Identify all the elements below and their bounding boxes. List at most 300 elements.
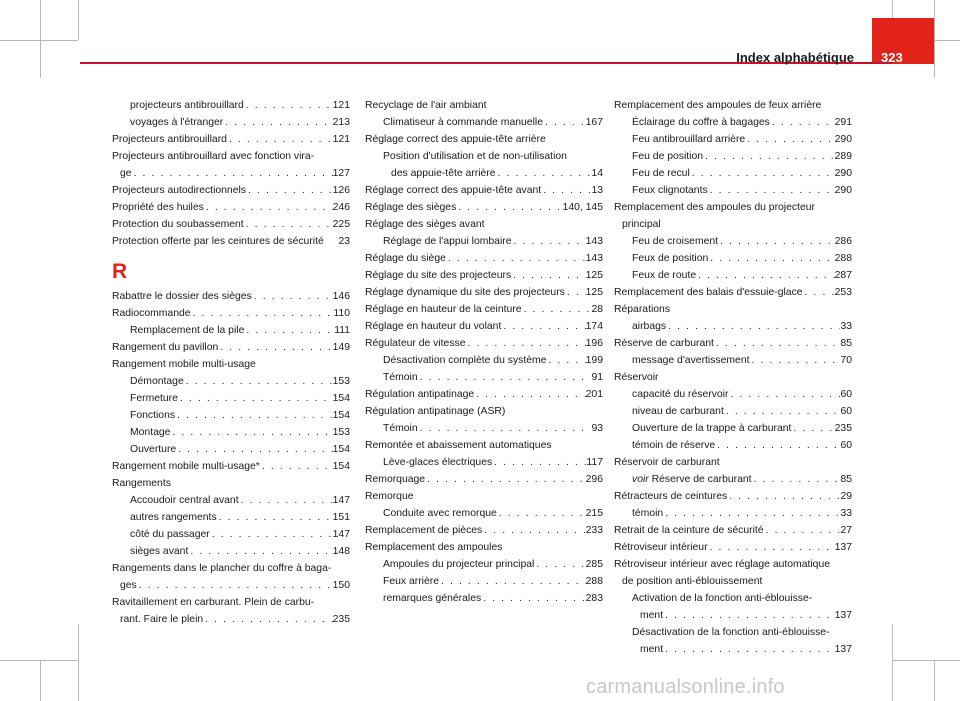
entry-page: 27 (840, 525, 852, 536)
entry-text: Réglage correct des appuie-tête avant (365, 185, 542, 196)
entry-text: témoin de réserve (632, 440, 716, 451)
index-entry (614, 573, 852, 590)
entry-text: de position anti-éblouissement (622, 576, 763, 587)
entry-text: Recyclage de l'air ambiant (365, 100, 487, 111)
entry-page: 143 (585, 253, 603, 264)
index-entry (614, 165, 852, 182)
entry-text: Rétroviseur intérieur (614, 542, 708, 553)
index-entry (614, 148, 852, 165)
dot-leader (708, 539, 835, 556)
entry-text: sièges avant (130, 546, 189, 557)
index-entry (112, 182, 350, 199)
dot-leader (745, 131, 834, 148)
index-entry (112, 390, 350, 407)
entry-page: 233 (585, 525, 603, 536)
entry-page: 127 (332, 168, 350, 179)
entry-page: 143 (585, 236, 603, 247)
entry-text: voyages à l'étranger (130, 117, 224, 128)
entry-page: 283 (585, 593, 603, 604)
entry-text: Feux de position (632, 253, 709, 264)
dot-leader (764, 522, 841, 539)
index-entry (614, 488, 852, 505)
entry-text: Réparations (614, 304, 671, 315)
entry-text: Démontage (130, 376, 184, 387)
index-entry (614, 284, 852, 301)
dot-leader (176, 441, 332, 458)
entry-text: Feux arrière (383, 576, 440, 587)
entry-text: Remplacement de la pile (130, 325, 245, 336)
index-entry (614, 114, 852, 131)
entry-text: message d'avertissement (632, 355, 750, 366)
entry-text: Réglage des sièges (365, 202, 457, 213)
entry-text (632, 471, 752, 488)
entry-text: Montage (130, 427, 171, 438)
entry-text: Rétracteurs de ceintures (614, 491, 728, 502)
entry-text: remarques générales (383, 593, 482, 604)
dot-leader (239, 492, 333, 509)
index-entry (365, 556, 603, 573)
dot-leader (718, 233, 835, 250)
dot-leader (512, 233, 586, 250)
index-entry (112, 216, 350, 233)
entry-text: Éclairage du coffre à bagages (632, 117, 770, 128)
dot-leader (803, 284, 835, 301)
dot-leader (244, 97, 333, 114)
index-entry (614, 267, 852, 284)
entry-page: 154 (332, 410, 350, 421)
entry-text: Fonctions (130, 410, 176, 421)
index-entry (365, 114, 603, 131)
entry-text: Remplacement des balais d'essuie-glace (614, 287, 803, 298)
dot-leader (482, 522, 585, 539)
entry-text: Rabattre le dossier des sièges (112, 291, 252, 302)
entry-text: Réservoir de carburant (614, 457, 720, 468)
crop-mark (934, 660, 935, 701)
index-entry (365, 522, 603, 539)
dot-leader (663, 607, 835, 624)
entry-text: Réservoir (614, 372, 659, 383)
dot-leader (203, 611, 332, 628)
entry-page: 147 (332, 529, 350, 540)
dot-leader (714, 335, 841, 352)
entry-text: Témoin (383, 423, 418, 434)
entry-text: Réserve de carburant (614, 338, 714, 349)
index-entry (614, 352, 852, 369)
index-entry (614, 539, 852, 556)
entry-text: Régulation antipatinage (ASR) (365, 406, 506, 417)
entry-page: 33 (840, 321, 852, 332)
entry-text: Réglage en hauteur de la ceinture (365, 304, 522, 315)
entry-text: Régulation antipatinage (365, 389, 475, 400)
index-entry (365, 148, 603, 165)
index-entry (614, 454, 852, 471)
entry-page: 151 (332, 512, 350, 523)
entry-text: autres rangements (130, 512, 217, 523)
dot-leader (137, 577, 333, 594)
crop-mark (0, 40, 78, 41)
index-entry (112, 305, 350, 322)
entry-page: 225 (332, 219, 350, 230)
dot-leader (752, 471, 841, 488)
dot-leader (522, 301, 592, 318)
entry-text: Rangement mobile multi-usage (112, 359, 256, 370)
entry-page: 140, 145 (562, 202, 603, 213)
entry-text: niveau de carburant (632, 406, 724, 417)
crop-mark (0, 660, 78, 661)
index-entry (365, 199, 603, 216)
dot-leader (223, 114, 332, 131)
entry-page: 146 (332, 291, 350, 302)
index-entry (614, 522, 852, 539)
entry-text: Réglage du siège (365, 253, 446, 264)
index-entry (614, 199, 852, 216)
index-entry (365, 420, 603, 437)
entry-text: Régulateur de vitesse (365, 338, 466, 349)
index-entry (112, 424, 350, 441)
entry-text: Réglage dynamique du site des projecteurs (365, 287, 565, 298)
index-entry (112, 97, 350, 114)
crop-mark (78, 0, 79, 40)
entry-text: Remplacement des ampoules du projecteur (614, 202, 815, 213)
index-entry (365, 250, 603, 267)
index-entry (112, 509, 350, 526)
entry-page: 60 (840, 389, 852, 400)
index-entry (365, 488, 603, 505)
entry-page: 111 (334, 325, 350, 336)
dot-leader (750, 352, 841, 369)
index-entry (365, 267, 603, 284)
index-entry (112, 233, 350, 250)
dot-leader (501, 318, 585, 335)
dot-leader (696, 267, 835, 284)
entry-page: 85 (840, 338, 852, 349)
dot-leader (178, 390, 333, 407)
dot-leader (456, 199, 562, 216)
index-entry (112, 131, 350, 148)
index-entry (614, 97, 852, 114)
entry-text: des appuie-tête arrière (391, 168, 496, 179)
entry-text: Témoin (383, 372, 418, 383)
index-entry (365, 165, 603, 182)
entry-text: Réglage de l'appui lombaire (383, 236, 512, 247)
dot-leader (252, 288, 333, 305)
entry-text: airbags (632, 321, 667, 332)
entry-text: Position d'utilisation et de non-utilisation (383, 151, 567, 162)
entry-page: 167 (585, 117, 603, 128)
entry-page: 137 (834, 644, 852, 655)
index-entry (365, 590, 603, 607)
entry-text: ment (640, 644, 664, 655)
entry-page: 253 (834, 287, 852, 298)
index-entry (365, 301, 603, 318)
dot-leader (663, 505, 840, 522)
entry-text: ges (120, 580, 137, 591)
index-entry (614, 386, 852, 403)
index-entry (365, 352, 603, 369)
index-entry (112, 114, 350, 131)
index-entry (112, 543, 350, 560)
index-entry (112, 560, 350, 577)
entry-text: Climatiseur à commande manuelle (383, 117, 543, 128)
entry-text: Réglage du site des projecteurs (365, 270, 512, 281)
index-entry (112, 577, 350, 594)
dot-leader (541, 182, 591, 199)
entry-text: projecteurs antibrouillard (130, 100, 244, 111)
dot-leader (217, 509, 333, 526)
dot-leader (418, 369, 592, 386)
entry-text: Conduite avec remorque (383, 508, 497, 519)
index-column-2 (365, 97, 603, 607)
index-entry (614, 471, 852, 488)
entry-text: Réglage des sièges avant (365, 219, 485, 230)
index-entry (112, 288, 350, 305)
index-entry (365, 369, 603, 386)
entry-page: 196 (585, 338, 603, 349)
entry-text: Remorquage (365, 474, 426, 485)
dot-leader (466, 335, 586, 352)
entry-page: 246 (332, 202, 350, 213)
entry-text: Rangement mobile multi-usage* (112, 461, 260, 472)
entry-text: Remontée et abaissement automatiques (365, 440, 552, 451)
entry-text: Remorque (365, 491, 414, 502)
index-entry (112, 339, 350, 356)
entry-text: Projecteurs antibrouillard avec fonction vira- (112, 151, 315, 162)
entry-page: 13 (591, 185, 603, 196)
entry-page: 290 (834, 168, 852, 179)
dot-leader (791, 420, 834, 437)
entry-text: Lève-glaces électriques (383, 457, 493, 468)
index-column-3 (614, 97, 852, 658)
entry-text: Accoudoir central avant (130, 495, 239, 506)
index-entry (365, 471, 603, 488)
index-entry (365, 573, 603, 590)
index-entry (614, 624, 852, 641)
index-entry (614, 233, 852, 250)
index-entry (112, 148, 350, 165)
index-column-1 (112, 97, 350, 628)
entry-text: Protection du soubassement (112, 219, 244, 230)
index-entry (614, 590, 852, 607)
index-entry (112, 458, 350, 475)
entry-see-prefix: voir (632, 474, 649, 485)
entry-page: 291 (834, 117, 852, 128)
entry-page: 215 (585, 508, 603, 519)
index-entry (365, 386, 603, 403)
entry-page: 60 (840, 406, 852, 417)
entry-page: 149 (332, 342, 350, 353)
index-entry (614, 182, 852, 199)
entry-text: Remplacement de pièces (365, 525, 483, 536)
entry-page: 110 (333, 308, 350, 319)
entry-page: 290 (834, 185, 852, 196)
index-entry (112, 441, 350, 458)
dot-leader (188, 543, 332, 560)
entry-page: 85 (840, 474, 852, 485)
dot-leader (175, 407, 333, 424)
index-entry (614, 318, 852, 335)
crop-mark (78, 624, 79, 701)
index-entry (365, 182, 603, 199)
dot-leader (666, 318, 840, 335)
index-entry (365, 335, 603, 352)
index-entry (614, 369, 852, 386)
dot-leader (546, 352, 585, 369)
crop-mark (40, 660, 41, 701)
index-entry (614, 505, 852, 522)
entry-page: 33 (840, 508, 852, 519)
entry-page: 23 (338, 236, 350, 247)
entry-page: 137 (834, 610, 852, 621)
index-entry (614, 437, 852, 454)
entry-page: 290 (834, 134, 852, 145)
dot-leader (227, 131, 333, 148)
entry-page: 28 (591, 304, 603, 315)
dot-leader (260, 458, 333, 475)
dot-leader (663, 641, 835, 658)
crop-mark (892, 624, 893, 701)
entry-page: 153 (332, 376, 350, 387)
dot-leader (770, 114, 835, 131)
dot-leader (474, 386, 585, 403)
entry-page: 235 (834, 423, 852, 434)
entry-page: 201 (585, 389, 603, 400)
entry-page: 288 (585, 576, 603, 587)
index-entry (365, 97, 603, 114)
entry-page: 153 (332, 427, 350, 438)
dot-leader (511, 267, 586, 284)
section-letter: R (112, 260, 128, 283)
index-entry (365, 318, 603, 335)
dot-leader (425, 471, 586, 488)
index-entry (112, 322, 350, 339)
entry-text: Propriété des huiles (112, 202, 204, 213)
index-entry (112, 594, 350, 611)
index-entry (614, 556, 852, 573)
entry-page: 285 (585, 559, 603, 570)
dot-leader (246, 182, 333, 199)
index-entry (614, 216, 852, 233)
entry-text: Ouverture (130, 444, 177, 455)
crop-mark (934, 0, 935, 78)
entry-text: Rangement du pavillon (112, 342, 219, 353)
entry-page: 147 (332, 495, 350, 506)
entry-text: Activation de la fonction anti-éblouisse- (632, 593, 813, 604)
index-entry (365, 437, 603, 454)
dot-leader (191, 305, 334, 322)
entry-text: ge (120, 168, 132, 179)
entry-text: capacité du réservoir (632, 389, 729, 400)
entry-page: 70 (840, 355, 852, 366)
entry-text: Réglage en hauteur du volant (365, 321, 502, 332)
entry-text: Feu de position (632, 151, 704, 162)
dot-leader (703, 148, 835, 165)
entry-page: 154 (332, 461, 350, 472)
index-entry (614, 641, 852, 658)
entry-text: Fermeture (130, 393, 178, 404)
index-entry (112, 373, 350, 390)
dot-leader (497, 505, 586, 522)
entry-text: Remplacement des ampoules (365, 542, 503, 553)
dot-leader (534, 556, 585, 573)
dot-leader (728, 386, 840, 403)
dot-leader (132, 165, 333, 182)
entry-page: 213 (332, 117, 350, 128)
entry-page: 289 (834, 151, 852, 162)
dot-leader (439, 573, 586, 590)
entry-text: principal (622, 219, 661, 230)
entry-text: Réglage correct des appuie-tête arrière (365, 134, 546, 145)
entry-text: Ravitaillement en carburant. Plein de carbu- (112, 597, 315, 608)
dot-leader (492, 454, 586, 471)
entry-page: 296 (585, 474, 603, 485)
dot-leader (727, 488, 840, 505)
entry-text: ment (640, 610, 664, 621)
entry-text: Projecteurs autodirectionnels (112, 185, 246, 196)
index-entry (614, 607, 852, 624)
entry-text: rant. Faire le plein (120, 614, 204, 625)
index-entry (112, 165, 350, 182)
dot-leader (708, 250, 834, 267)
entry-page: 60 (840, 440, 852, 451)
index-entry (112, 356, 350, 373)
entry-page: 125 (585, 270, 603, 281)
dot-leader (481, 590, 585, 607)
entry-page: 125 (585, 287, 603, 298)
entry-page: 235 (332, 614, 350, 625)
dot-leader (170, 424, 332, 441)
index-entry (365, 216, 603, 233)
entry-text: Rangements dans le plancher du coffre à baga- (112, 563, 332, 574)
index-entry (112, 407, 350, 424)
index-entry (614, 301, 852, 318)
entry-page: 117 (586, 457, 603, 468)
entry-text: Radiocommande (112, 308, 191, 319)
watermark: carmanualsonline.info (586, 676, 785, 698)
entry-page: 137 (834, 542, 852, 553)
entry-text: Feux clignotants (632, 185, 708, 196)
dot-leader (210, 526, 333, 543)
dot-leader (418, 420, 592, 437)
entry-text: Projecteurs antibrouillard (112, 134, 227, 145)
crop-mark (892, 660, 960, 661)
index-entry (365, 284, 603, 301)
entry-page: 148 (332, 546, 350, 557)
entry-page: 93 (591, 423, 603, 434)
dot-leader (184, 373, 333, 390)
entry-page: 14 (591, 168, 603, 179)
entry-page: 174 (585, 321, 603, 332)
index-entry (614, 131, 852, 148)
entry-page: 286 (834, 236, 852, 247)
crop-mark (40, 0, 41, 78)
dot-leader (690, 165, 835, 182)
entry-text: Rangements (112, 478, 171, 489)
page-title: Index alphabétique (736, 50, 854, 65)
entry-page: 154 (332, 393, 350, 404)
dot-leader (715, 437, 840, 454)
entry-text: Feu de recul (632, 168, 690, 179)
dot-leader (446, 250, 586, 267)
entry-page: 121 (332, 134, 350, 145)
entry-page: 150 (332, 580, 350, 591)
entry-page: 288 (834, 253, 852, 264)
index-entry (614, 420, 852, 437)
entry-page: 287 (834, 270, 852, 281)
dot-leader (204, 199, 333, 216)
entry-text: Feu antibrouillard arrière (632, 134, 746, 145)
index-entry (365, 505, 603, 522)
index-entry (365, 403, 603, 420)
